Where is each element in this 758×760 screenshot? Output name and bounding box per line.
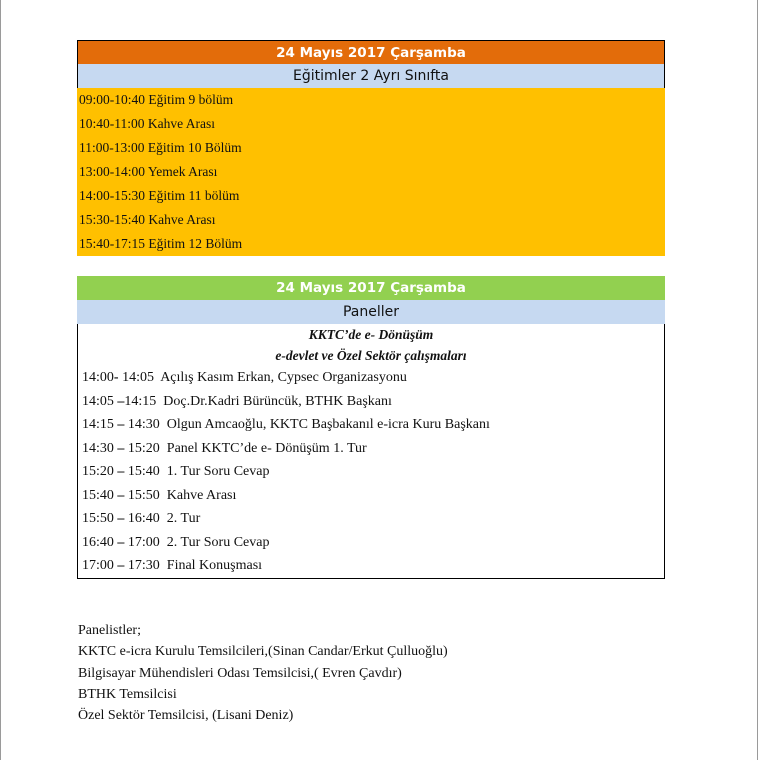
- panel-row-text: 2. Tur Soru Cevap: [166, 534, 270, 550]
- date-header-panels: 24 Mayıs 2017 Çarşamba: [77, 276, 665, 300]
- panel-title-line1: KKTC’de e- Dönüşüm: [308, 327, 434, 342]
- panel-row-text: Kahve Arası: [166, 487, 237, 503]
- panel-row-separator: –: [117, 417, 128, 432]
- panel-row: [78, 554, 664, 578]
- spacer: [160, 558, 167, 573]
- panel-row-text: 2. Tur: [166, 511, 201, 526]
- panel-row-start: 15:20: [82, 464, 118, 479]
- training-row: 13:00-14:00 Yemek Arası: [79, 164, 218, 179]
- panel-row-start: 16:40: [82, 534, 118, 550]
- table-gap: [77, 256, 665, 276]
- panel-row-end: 17:00: [127, 534, 160, 550]
- panel-row-start: 15:40: [82, 487, 118, 503]
- panel-row: [78, 507, 664, 531]
- panel-row-start: 14:15: [82, 417, 118, 432]
- panel-row: [78, 437, 664, 461]
- panel-row-end: 15:40: [127, 464, 160, 479]
- notes-line: Özel Sektör Temsilcisi, (Lisani Deniz): [78, 708, 294, 724]
- panel-row: [78, 413, 664, 437]
- panel-row-text: 1. Tur Soru Cevap: [166, 464, 270, 479]
- panel-rows: [78, 366, 664, 578]
- panel-row: [78, 460, 664, 484]
- panel-row-separator: –: [117, 534, 128, 550]
- panel-row-start: 14:30: [82, 440, 118, 456]
- spacer: [160, 488, 167, 503]
- panels-subheader: Paneller: [77, 300, 665, 324]
- panel-row-separator: –: [117, 393, 125, 409]
- training-row: 11:00-13:00 Eğitim 10 Bölüm: [79, 140, 242, 155]
- panel-row-end: 16:40: [127, 511, 160, 526]
- panel-row-separator: –: [117, 511, 128, 526]
- panel-row-separator: –: [117, 487, 128, 503]
- panel-row-end: 15:20: [127, 440, 160, 456]
- notes-line: BTHK Temsilcisi: [78, 686, 177, 702]
- panel-row-start: 15:50: [82, 511, 118, 526]
- panel-row-end: 15:50: [127, 487, 160, 503]
- panels-box: [77, 324, 665, 579]
- notes-line: Bilgisayar Mühendisleri Odası Temsilcisi,( Evren Çavdır): [78, 665, 402, 681]
- panelists-notes: [78, 620, 448, 726]
- panel-row-text: Olgun Amcaoğlu, KKTC Başbakanıl e-icra Kuru Başkanı: [166, 417, 490, 432]
- panel-row: [78, 484, 664, 508]
- training-rows: [77, 88, 665, 256]
- training-row: 15:30-15:40 Kahve Arası: [79, 212, 216, 227]
- panel-row-text: Final Konuşması: [166, 558, 263, 573]
- training-row: 10:40-11:00 Kahve Arası: [79, 116, 215, 131]
- spacer: [160, 511, 167, 526]
- panel-row: [78, 366, 664, 390]
- panel-row: [78, 531, 664, 555]
- panel-row-start: 17:00: [82, 558, 118, 573]
- training-subheader: Eğitimler 2 Ayrı Sınıfta: [77, 64, 665, 88]
- panel-row-end: 14:15: [124, 393, 157, 409]
- notes-line: Panelistler;: [78, 623, 141, 638]
- panel-title-line2: e-devlet ve Özel Sektör çalışmaları: [275, 348, 467, 363]
- panel-row-separator: –: [117, 558, 128, 573]
- panel-row: [78, 390, 664, 414]
- training-row: 14:00-15:30 Eğitim 11 bölüm: [79, 188, 240, 203]
- panel-row-end: 17:30: [127, 558, 160, 573]
- panel-row-end: 14:05: [122, 370, 154, 385]
- panel-row-separator: –: [117, 464, 128, 479]
- spacer: [160, 417, 167, 432]
- spacer: [160, 535, 167, 550]
- panel-row-text: Açılış Kasım Erkan, Cypsec Organizasyonu: [160, 370, 407, 385]
- training-row: 09:00-10:40 Eğitim 9 bölüm: [79, 92, 234, 107]
- schedule-table: [77, 40, 665, 579]
- date-header-training: 24 Mayıs 2017 Çarşamba: [77, 40, 665, 64]
- panel-row-start: 14:05: [82, 393, 118, 409]
- panel-row-text: Panel KKTC’de e- Dönüşüm 1. Tur: [166, 440, 367, 456]
- spacer: [160, 441, 167, 456]
- panel-row-start: 14:00: [82, 370, 114, 385]
- panel-row-separator: –: [117, 440, 128, 456]
- training-row: 15:40-17:15 Eğitim 12 Bölüm: [79, 236, 243, 251]
- panel-row-separator: -: [113, 370, 123, 385]
- notes-line: KKTC e-icra Kurulu Temsilcileri,(Sinan Candar/Erkut Çulluoğlu): [78, 644, 448, 660]
- panel-row-end: 14:30: [127, 417, 160, 432]
- spacer: [160, 464, 167, 479]
- panel-row-text: Doç.Dr.Kadri Bürüncük, BTHK Başkanı: [163, 393, 392, 409]
